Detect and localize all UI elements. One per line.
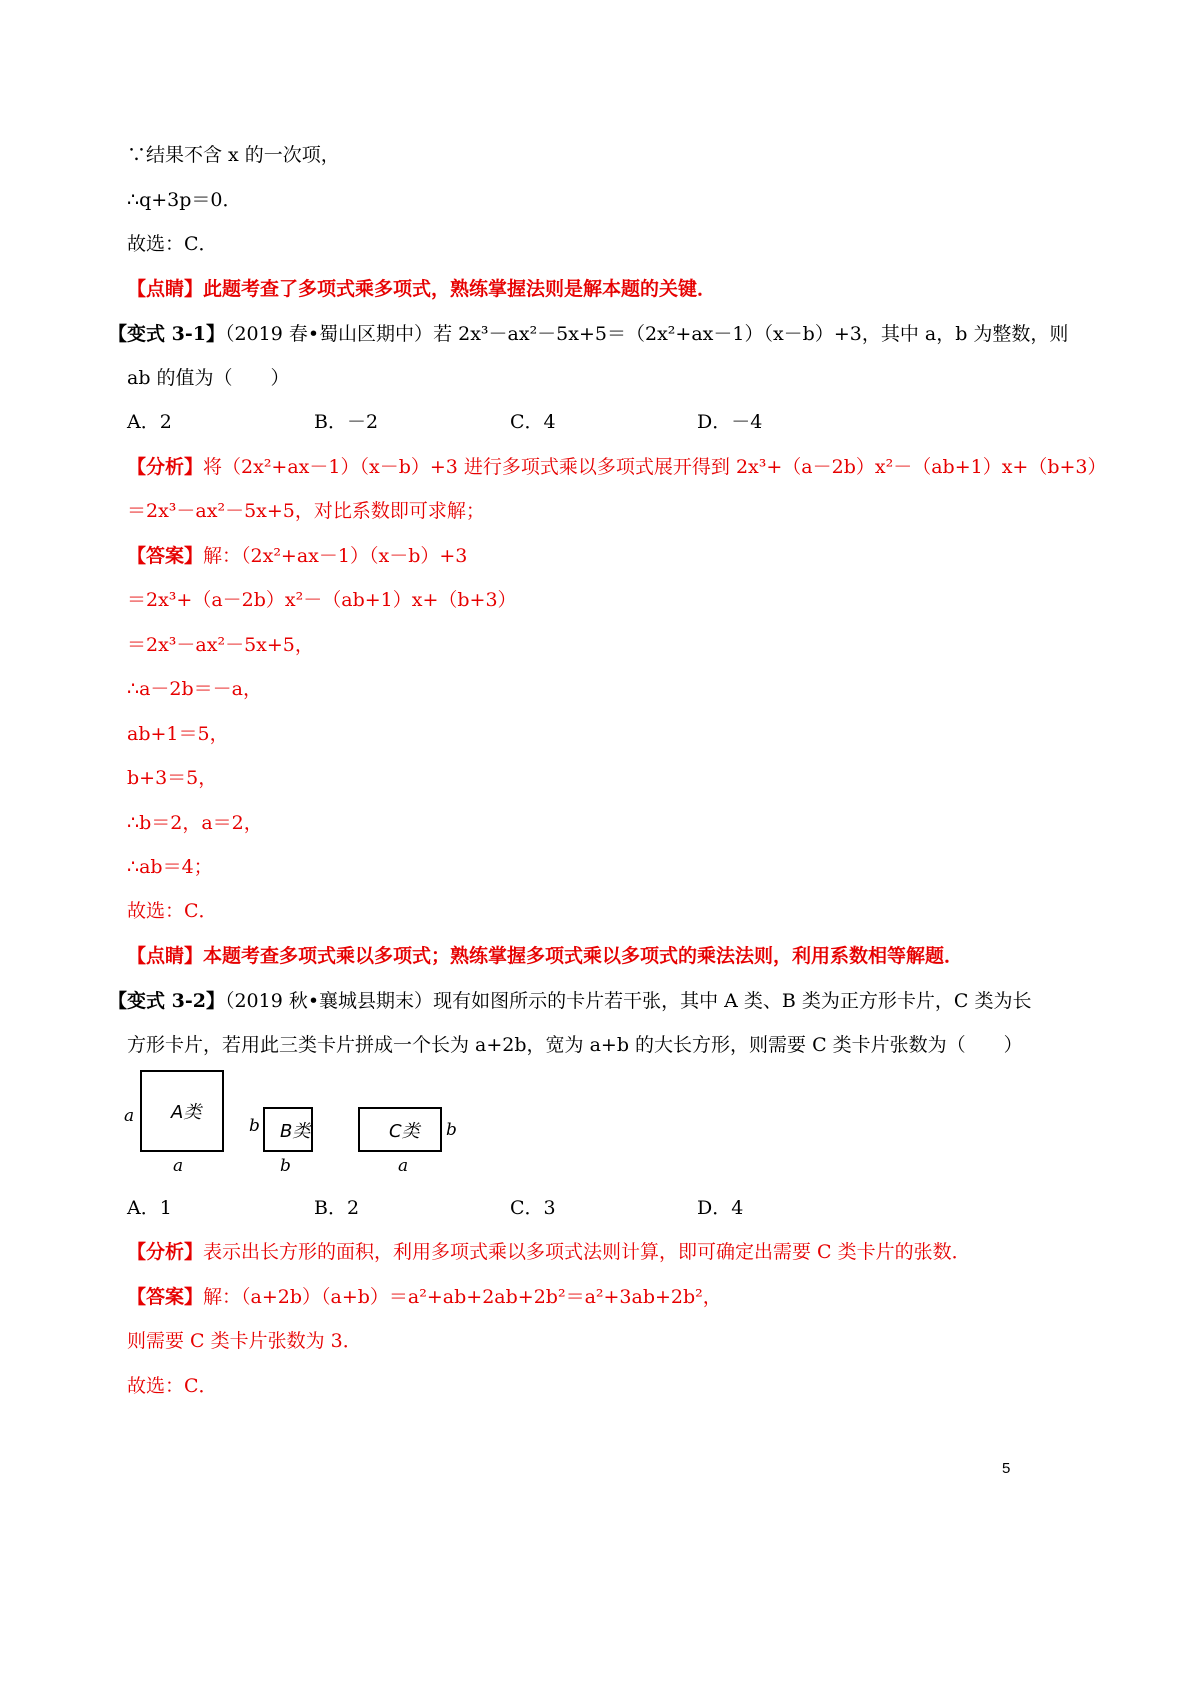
q31-answer-tag: 【答案】	[127, 545, 204, 567]
card-a-side-dim: a	[124, 1106, 135, 1126]
q31-answer-6: ∴b＝2，a＝2，	[127, 812, 263, 834]
note-tag: 【点睛】	[127, 278, 204, 300]
q32-answer-tag: 【答案】	[127, 1286, 204, 1308]
card-c-bottom-dim: a	[398, 1156, 409, 1176]
q32-title-tag: 【变式 3-2】	[108, 990, 225, 1012]
q31-stem-1: 若 2x³－ax²－5x+5＝（2x²+ax－1）（x－b）+3，其中 a，b 为整数，则	[433, 323, 1069, 345]
q31-answer-3: ∴a－2b＝－a，	[127, 678, 262, 700]
q31-title-source: （2019 春•蜀山区期中）	[224, 323, 434, 345]
q31-option-c: C．4	[510, 411, 556, 433]
q32-answer-1: 解：（a+2b）（a+b）＝a²+ab+2ab+2b²＝a²+3ab+2b²，	[203, 1286, 722, 1308]
card-c-side-dim: b	[446, 1120, 457, 1140]
q31-analysis-line-1	[127, 453, 1107, 481]
q31-answer-line-1	[127, 542, 467, 570]
q32-option-c: C．3	[510, 1197, 556, 1219]
q32-stem-2: 方形卡片，若用此三类卡片拼成一个长为 a+2b，宽为 a+b 的大长方形，则需要 C 类卡片张数为（ ）	[127, 1034, 1023, 1056]
q31-answer-8: 故选：C．	[127, 900, 218, 922]
q31-option-a: A．2	[127, 411, 172, 433]
q32-analysis	[127, 1238, 971, 1266]
q31-analysis-tag: 【分析】	[127, 456, 204, 478]
q31-note-tag: 【点睛】	[127, 945, 204, 967]
prev-line-3: 故选：C．	[127, 233, 218, 255]
q31-option-b: B．－2	[314, 411, 379, 433]
q31-answer-7: ∴ab＝4；	[127, 856, 213, 878]
q32-answer-2: 则需要 C 类卡片张数为 3．	[127, 1330, 362, 1352]
card-b-label: B类	[280, 1121, 311, 1142]
q32-title-source: （2019 秋•襄城县期末）	[224, 990, 434, 1012]
q32-answer-3: 故选：C．	[127, 1375, 218, 1397]
q31-answer-4: ab+1＝5，	[127, 723, 229, 745]
q32-analysis-tag: 【分析】	[127, 1241, 204, 1263]
q32-option-b: B．2	[314, 1197, 360, 1219]
q32-stem-line-1	[108, 987, 1031, 1015]
q31-answer-2: ＝2x³－ax²－5x+5，	[127, 634, 314, 656]
q32-analysis-text: 表示出长方形的面积，利用多项式乘以多项式法则计算，即可确定出需要 C 类卡片的张数．	[203, 1241, 971, 1263]
q31-stem-2: ab 的值为（ ）	[127, 367, 290, 389]
q32-stem-1: 现有如图所示的卡片若干张，其中 A 类、B 类为正方形卡片，C 类为长	[433, 990, 1032, 1012]
q31-analysis-1: 将（2x²+ax－1）（x－b）+3 进行多项式乘以多项式展开得到 2x³+（a－2b）x²－（ab+1）x+（b+3）	[203, 456, 1107, 478]
q31-note-text: 本题考查多项式乘以多项式；熟练掌握多项式乘以多项式的乘法法则，利用系数相等解题．	[203, 945, 964, 967]
card-a-bottom-dim: a	[173, 1156, 184, 1176]
q31-answer-1: ＝2x³+（a－2b）x²－（ab+1）x+（b+3）	[127, 589, 517, 611]
prev-line-2: ∴q+3p＝0．	[127, 189, 242, 211]
q31-title-tag: 【变式 3-1】	[108, 323, 225, 345]
q32-answer-line-1	[127, 1283, 722, 1311]
q31-option-d: D．－4	[697, 411, 763, 433]
q31-answer-5: b+3＝5，	[127, 767, 218, 789]
card-b-side-dim: b	[249, 1116, 260, 1136]
prev-line-1: ∵结果不含 x 的一次项，	[127, 144, 340, 166]
q31-analysis-2: ＝2x³－ax²－5x+5，对比系数即可求解；	[127, 500, 485, 522]
q32-option-a: A．1	[127, 1197, 172, 1219]
card-c-label: C类	[389, 1121, 420, 1142]
note-text: 此题考查了多项式乘多项式，熟练掌握法则是解本题的关键．	[203, 278, 717, 300]
q32-option-d: D．4	[697, 1197, 744, 1219]
prev-note	[127, 275, 716, 303]
q31-answer-0: 解：（2x²+ax－1）（x－b）+3	[203, 545, 468, 567]
card-a-label: A类	[171, 1102, 202, 1123]
q31-stem-line-1	[108, 320, 1068, 348]
card-b-bottom-dim: b	[280, 1156, 291, 1176]
cards-figure	[120, 1068, 480, 1184]
page-number: 5	[1002, 1460, 1011, 1477]
q31-note	[127, 942, 963, 970]
